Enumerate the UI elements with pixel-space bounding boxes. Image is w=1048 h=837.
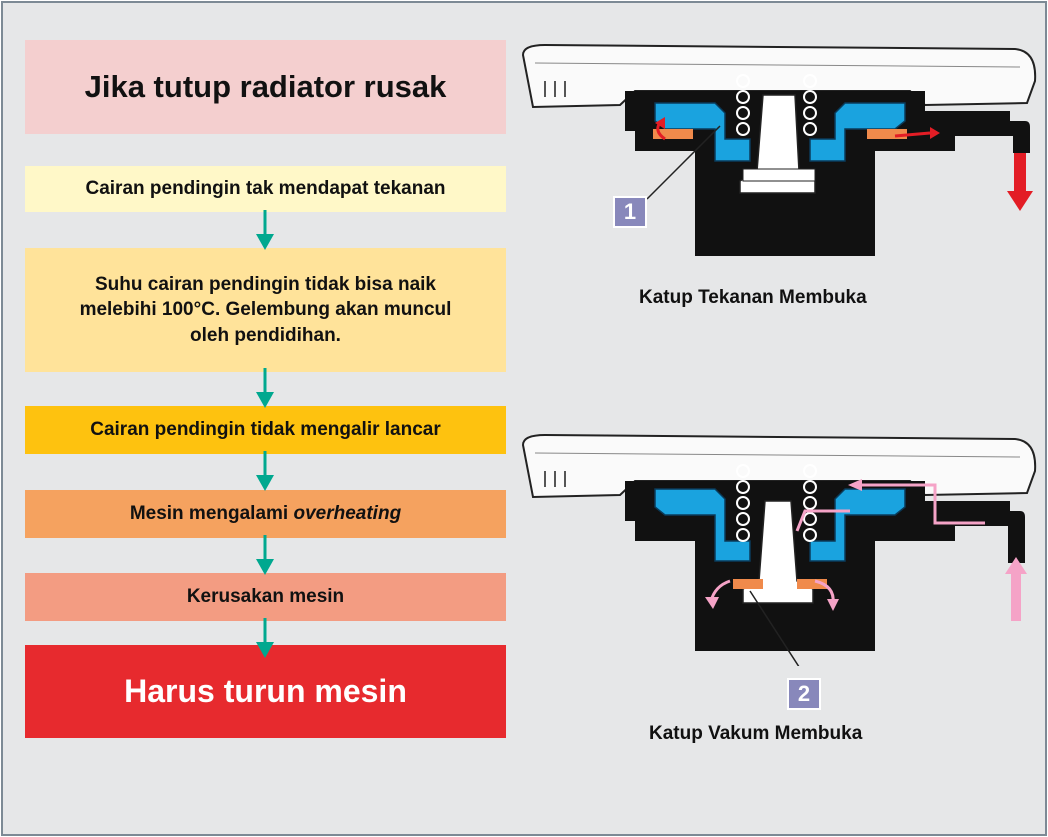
vacuum-valve-badge: 2 bbox=[787, 678, 821, 710]
step-1-text: Cairan pendingin tak mendapat tekanan bbox=[85, 178, 446, 199]
step-4-plain: Mesin mengalami bbox=[129, 503, 294, 524]
title-box bbox=[25, 40, 506, 134]
step-2-text: Suhu cairan pendingin tidak bisa naik melebihi 100°C. Gelembung akan muncul oleh pendidihan. bbox=[79, 273, 452, 346]
step-2-box bbox=[25, 248, 506, 372]
flow-arrow-5 bbox=[253, 618, 277, 660]
step-5-text: Kerusakan mesin bbox=[186, 586, 345, 607]
step-5-box bbox=[25, 573, 506, 621]
pressure-valve-badge: 1 bbox=[613, 196, 647, 228]
flow-arrow-1 bbox=[253, 210, 277, 252]
vacuum-valve-diagram bbox=[515, 431, 1045, 666]
flow-arrow-4 bbox=[253, 535, 277, 577]
pressure-valve-diagram bbox=[515, 41, 1045, 266]
flow-arrow-3 bbox=[253, 451, 277, 493]
step-4-text bbox=[130, 503, 401, 525]
flow-arrow-2 bbox=[253, 368, 277, 410]
step-3-box bbox=[25, 406, 506, 454]
step-3-text: Cairan pendingin tidak mengalir lancar bbox=[90, 419, 441, 440]
diagram-frame bbox=[1, 1, 1047, 836]
vacuum-valve-caption: Katup Vakum Membuka bbox=[649, 723, 863, 744]
pressure-valve-caption: Katup Tekanan Membuka bbox=[639, 287, 867, 308]
step-4-box bbox=[25, 490, 506, 538]
step-1-box bbox=[25, 166, 506, 212]
step-4-italic: overheating bbox=[293, 503, 402, 524]
step-6-text: Harus turun mesin bbox=[124, 673, 407, 709]
title: Jika tutup radiator rusak bbox=[84, 69, 447, 104]
